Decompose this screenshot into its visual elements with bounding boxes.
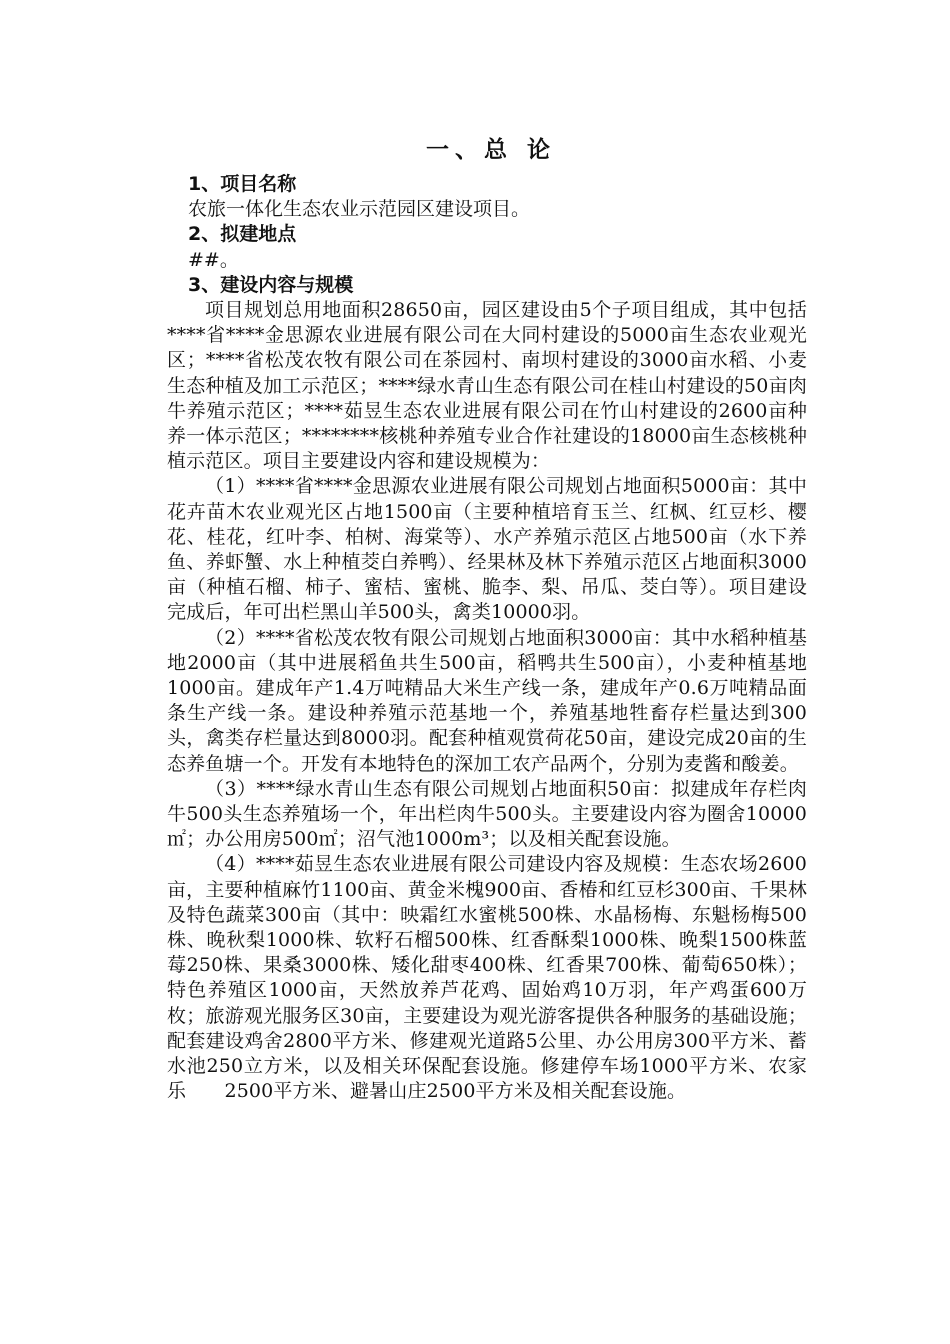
subproject-3-paragraph: （3）****绿水青山生态有限公司规划占地面积50亩：拟建成年存栏肉牛500头生态养殖场一个，年出栏肉牛500头。主要建设内容为圈舍10000㎡；办公用房500㎡；沼气池1000m³；以及相关配套设施。 [167, 777, 807, 851]
subproject-1-paragraph: （1）****省****金思源农业进展有限公司规划占地面积5000亩：其中花卉苗木农业观光区占地1500亩（主要种植培育玉兰、红枫、红豆杉、樱花、桂花，红叶李、柏树、海棠等）、水产养殖示范区占地500亩（水下养鱼、养虾蟹、水上种植茭白养鸭）、经果林及林下养殖示范区占地面积3000亩（种植石榴、柿子、蜜桔、蜜桃、脆李、梨、吊瓜、茭白等）。项目建设完成后，年可出栏黑山羊500头，禽类10000羽。 [167, 475, 807, 624]
location-text: ##。 [188, 248, 239, 271]
project-name-text: 农旅一体化生态农业示范园区建设项目。 [188, 198, 531, 221]
subproject-2-paragraph: （2）****省松茂农牧有限公司规划占地面积3000亩：其中水稻种植基地2000亩（其中进展稻鱼共生500亩，稻鸭共生500亩），小麦种植基地1000亩。建成年产1.4万吨精品大米生产线一条，建成年产0.6万吨精品面条生产线一条。建设种养殖示范基地一个，养殖基地牲畜存栏量达到300头，禽类存栏量达到8000羽。配套种植观赏荷花50亩，建设完成20亩的生态养鱼塘一个。开发有本地特色的深加工农产品两个，分别为麦酱和酸姜。 [167, 626, 807, 775]
section-heading-location: 2、拟建地点 [188, 223, 297, 246]
scope-overview-paragraph: 项目规划总用地面积28650亩，园区建设由5个子项目组成，其中包括****省****金思源农业进展有限公司在大同村建设的5000亩生态农业观光区；****省松茂农牧有限公司在茶园村、南坝村建设的3000亩水稻、小麦生态种植及加工示范区；****绿水青山生态有限公司在桂山村建设的50亩肉牛养殖示范区；****茹昱生态农业进展有限公司在竹山村建设的2600亩种养一体示范区；********核桃种养殖专业合作社建设的18000亩生态核桃种植示范区。项目主要建设内容和建设规模为： [167, 298, 807, 473]
section-heading-scope: 3、建设内容与规模 [188, 273, 354, 296]
section-heading-project-name: 1、项目名称 [188, 173, 297, 195]
page-title: 一、总 论 [425, 137, 556, 163]
subproject-4-paragraph: （4）****茹昱生态农业进展有限公司建设内容及规模：生态农场2600亩，主要种植麻竹1100亩、黄金米槐900亩、香椿和红豆杉300亩、千果林及特色蔬菜300亩（其中：映霜红水蜜桃500株、水晶杨梅、东魁杨梅500株、晚秋梨1000株、软籽石榴500株、红香酥梨1000株、晚梨1500株蓝莓250株、果桑3000株、矮化甜枣400株、红香果700株、葡萄650株）；特色养殖区1000亩，天然放养芦花鸡、固始鸡10万羽，年产鸡蛋600万枚；旅游观光服务区30亩，主要建设为观光游客提供各种服务的基础设施；配套建设鸡舍2800平方米、修建观光道路5公里、办公用房300平方米、蓄水池250立方米，以及相关环保配套设施。修建停车场1000平方米、农家乐 2500平方米、避暑山庄2500平方米及相关配套设施。 [167, 853, 807, 1103]
document-body [167, 130, 807, 1104]
